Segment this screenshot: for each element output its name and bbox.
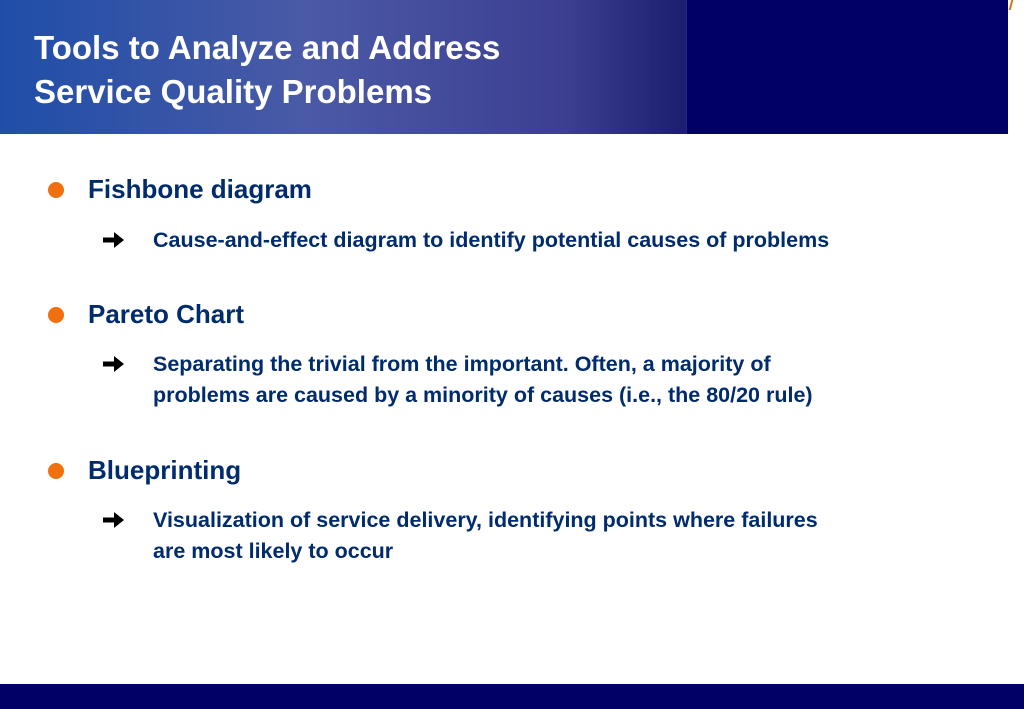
bullet-dot-icon (48, 307, 64, 323)
sub-bullet-line: Cause-and-effect diagram to identify potential causes of problems (153, 228, 830, 252)
bullet-blueprinting (48, 455, 241, 486)
bullet-dot-icon (48, 182, 64, 198)
bullet-dot-icon (48, 463, 64, 479)
sub-bullet-blueprinting (103, 505, 818, 567)
sub-bullet-line: are most likely to occur (153, 539, 394, 563)
bullet-pareto (48, 299, 244, 330)
footer-band (0, 684, 1024, 709)
right-arrow-icon (103, 505, 125, 535)
right-arrow-icon (103, 225, 125, 255)
slide-title-line-1: Tools to Analyze and Address (34, 29, 501, 66)
slide-title-line-2: Service Quality Problems (34, 73, 433, 110)
sub-bullet-text (153, 349, 813, 411)
sub-bullet-line: problems are caused by a minority of causes (i.e., the 80/20 rule) (153, 383, 813, 407)
bullet-fishbone (48, 174, 312, 205)
bullet-heading: Pareto Chart (88, 299, 245, 329)
right-arrow-icon (103, 349, 125, 379)
sub-bullet-text (153, 225, 829, 256)
bullet-heading: Fishbone diagram (88, 174, 312, 204)
sub-bullet-fishbone (103, 225, 829, 256)
sub-bullet-text (153, 505, 818, 567)
bullet-heading: Blueprinting (88, 455, 242, 485)
sub-bullet-line: Visualization of service delivery, identifying points where failures (153, 508, 818, 532)
sub-bullet-line: Separating the trivial from the important. Often, a majority of (153, 352, 771, 376)
sub-bullet-pareto (103, 349, 813, 411)
